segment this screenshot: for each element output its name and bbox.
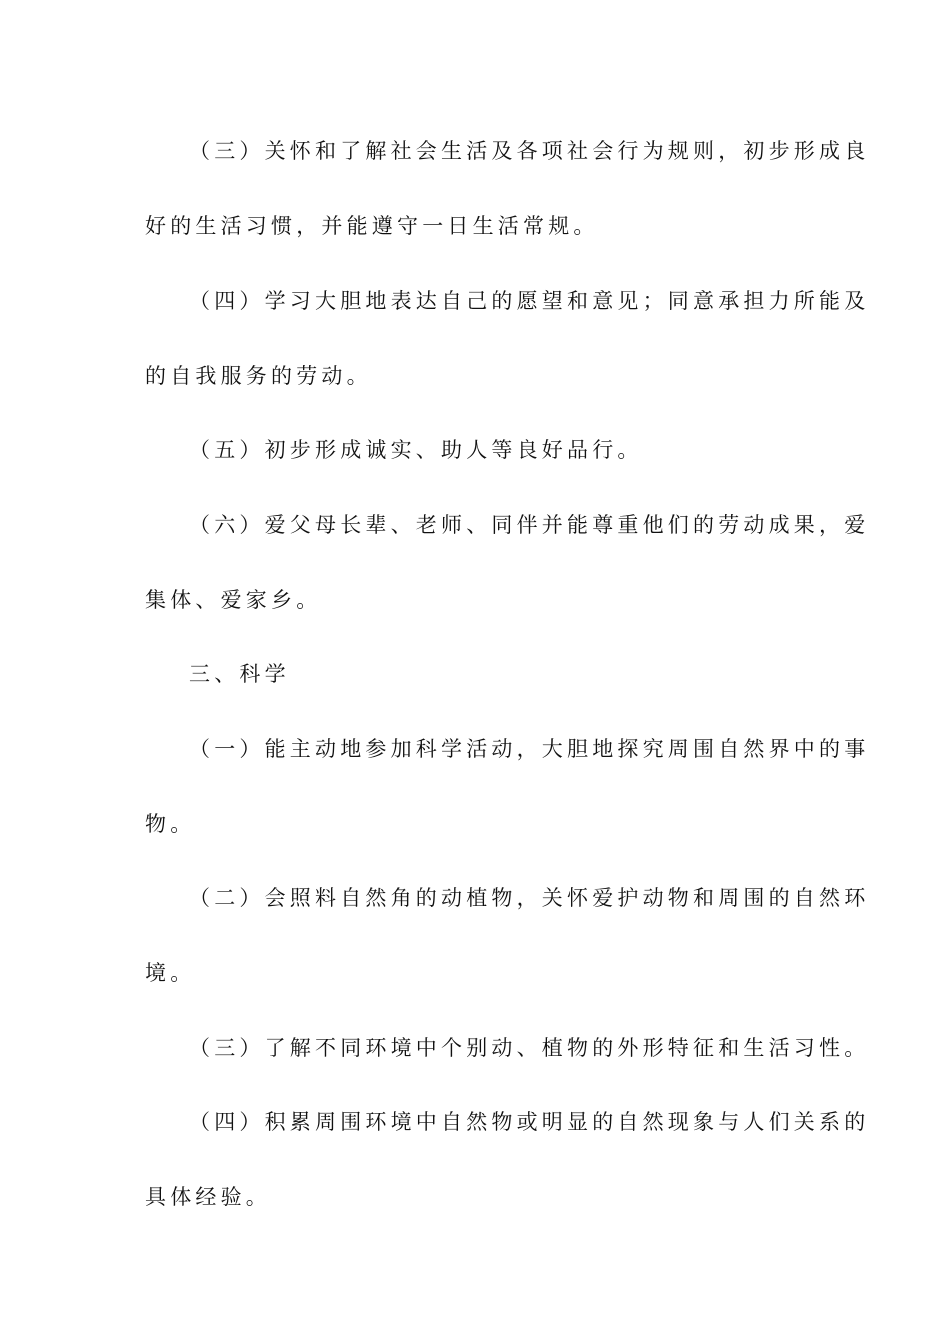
paragraph-line: （六）爱父母长辈、老师、同伴并能尊重他们的劳动成果，爱 [189,513,870,537]
paragraph-line: 具体经验。 [145,1185,271,1209]
paragraph-line: 好的生活习惯，并能遵守一日生活常规。 [145,214,599,238]
paragraph-line: （五）初步形成诚实、助人等良好品行。 [189,438,643,462]
paragraph-line: 物。 [145,812,196,836]
section-heading: 三、科学 [189,662,290,686]
paragraph-line: （三）关怀和了解社会生活及各项社会行为规则，初步形成良 [189,139,870,163]
paragraph-line: （一）能主动地参加科学活动，大胆地探究周围自然界中的事 [189,737,870,761]
paragraph-line: （四）积累周围环境中自然物或明显的自然现象与人们关系的 [189,1110,870,1134]
paragraph-line: 集体、爱家乡。 [145,588,322,612]
paragraph-line: 的自我服务的劳动。 [145,364,372,388]
paragraph-line: （二）会照料自然角的动植物，关怀爱护动物和周围的自然环 [189,886,870,910]
paragraph-line: （四）学习大胆地表达自己的愿望和意见；同意承担力所能及 [189,289,870,313]
paragraph-line: （三）了解不同环境中个别动、植物的外形特征和生活习性。 [189,1036,870,1060]
paragraph-line: 境。 [145,961,196,985]
